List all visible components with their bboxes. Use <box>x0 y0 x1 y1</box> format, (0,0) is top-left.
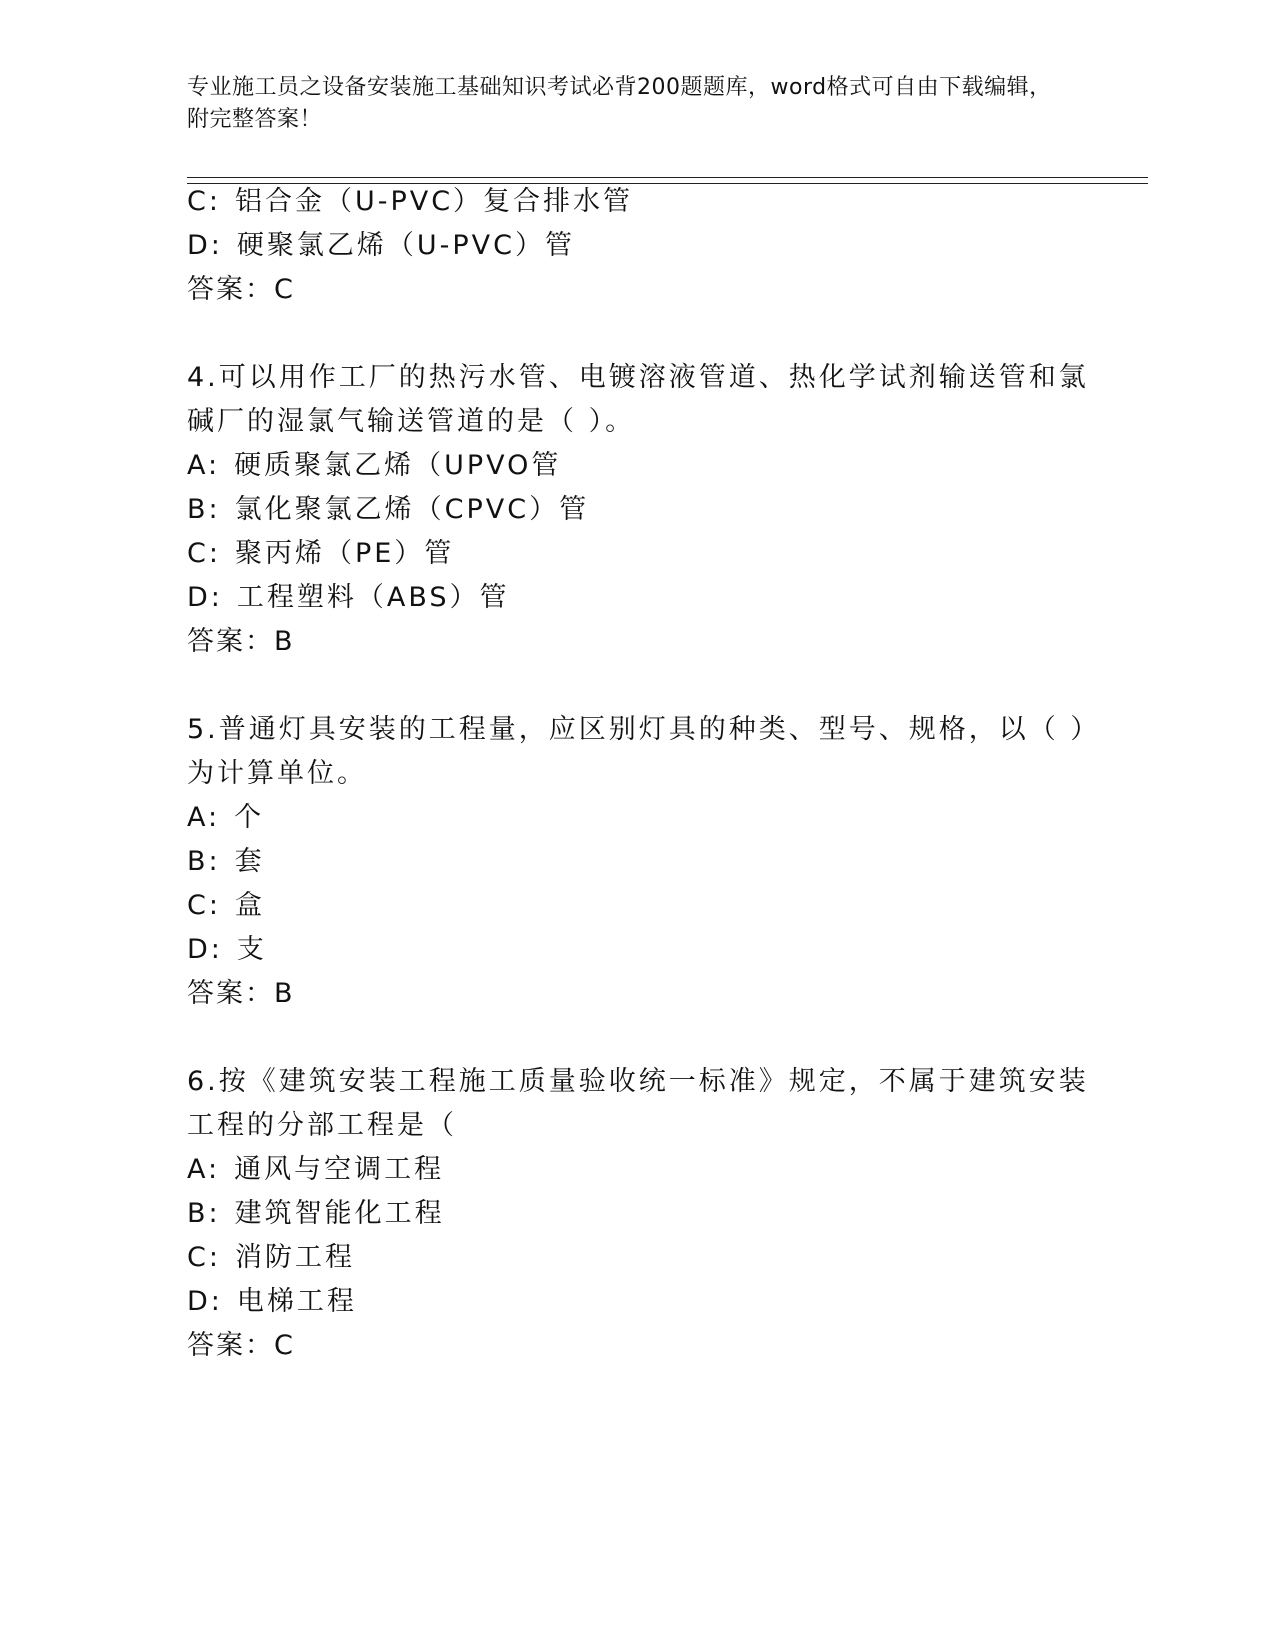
option-letter: C: <box>187 1242 221 1273</box>
option-text: 氯化聚氯乙烯（CPVC）管 <box>234 494 590 525</box>
document-header: 专业施工员之设备安装施工基础知识考试必背200题题库，word格式可自由下载编辑，附完整答案！ <box>187 75 1052 132</box>
option-b <box>187 844 265 880</box>
option-text: 消防工程 <box>234 1242 355 1273</box>
option-letter: B: <box>187 846 221 877</box>
option-text: 工程塑料（ABS）管 <box>236 582 510 613</box>
option-letter: C: <box>187 890 221 921</box>
option-text: 套 <box>234 846 265 877</box>
option-letter: D: <box>187 230 223 261</box>
answer-line: 答案：B <box>187 626 295 657</box>
option-letter: A: <box>187 1154 221 1185</box>
option-a <box>187 1152 444 1188</box>
option-c <box>187 184 633 220</box>
option-d <box>187 580 510 616</box>
option-b <box>187 1196 445 1232</box>
option-letter: B: <box>187 494 221 525</box>
answer-line: 答案：B <box>187 978 295 1009</box>
option-d <box>187 228 575 264</box>
option-letter: C: <box>187 186 221 217</box>
option-letter: C: <box>187 538 221 569</box>
option-c <box>187 536 454 572</box>
option-text: 通风与空调工程 <box>234 1154 445 1185</box>
option-text: 盒 <box>234 890 265 921</box>
option-text: 电梯工程 <box>236 1286 357 1317</box>
question-stem: 4.可以用作工厂的热污水管、电镀溶液管道、热化学试剂输送管和氯 <box>187 362 1089 393</box>
option-a <box>187 800 264 836</box>
option-text: 硬聚氯乙烯（U-PVC）管 <box>236 230 575 261</box>
option-letter: D: <box>187 934 223 965</box>
option-d <box>187 1284 357 1320</box>
option-letter: A: <box>187 802 221 833</box>
answer-line: 答案：C <box>187 1330 295 1361</box>
option-c <box>187 888 265 924</box>
option-letter: D: <box>187 582 223 613</box>
option-text: 聚丙烯（PE）管 <box>234 538 455 569</box>
option-text: 支 <box>236 934 267 965</box>
answer-line: 答案：C <box>187 274 295 305</box>
question-stem: 6.按《建筑安装工程施工质量验收统一标准》规定，不属于建筑安装 <box>187 1066 1089 1097</box>
option-a <box>187 448 561 484</box>
option-b <box>187 492 589 528</box>
option-c <box>187 1240 355 1276</box>
option-text: 建筑智能化工程 <box>234 1198 445 1229</box>
question-stem-continued: 工程的分部工程是（ <box>187 1110 457 1141</box>
question-stem-continued: 为计算单位。 <box>187 758 367 789</box>
option-text: 铝合金（U-PVC）复合排水管 <box>234 186 634 217</box>
option-text: 个 <box>234 802 265 833</box>
option-d <box>187 932 267 968</box>
option-text: 硬质聚氯乙烯（UPVO管 <box>234 450 562 481</box>
option-letter: B: <box>187 1198 221 1229</box>
option-letter: A: <box>187 450 221 481</box>
option-letter: D: <box>187 1286 223 1317</box>
question-stem-continued: 碱厂的湿氯气输送管道的是（ ）。 <box>187 406 636 437</box>
question-stem: 5.普通灯具安装的工程量，应区别灯具的种类、型号、规格，以（ ） <box>187 714 1101 745</box>
header-divider-top <box>187 177 1148 178</box>
